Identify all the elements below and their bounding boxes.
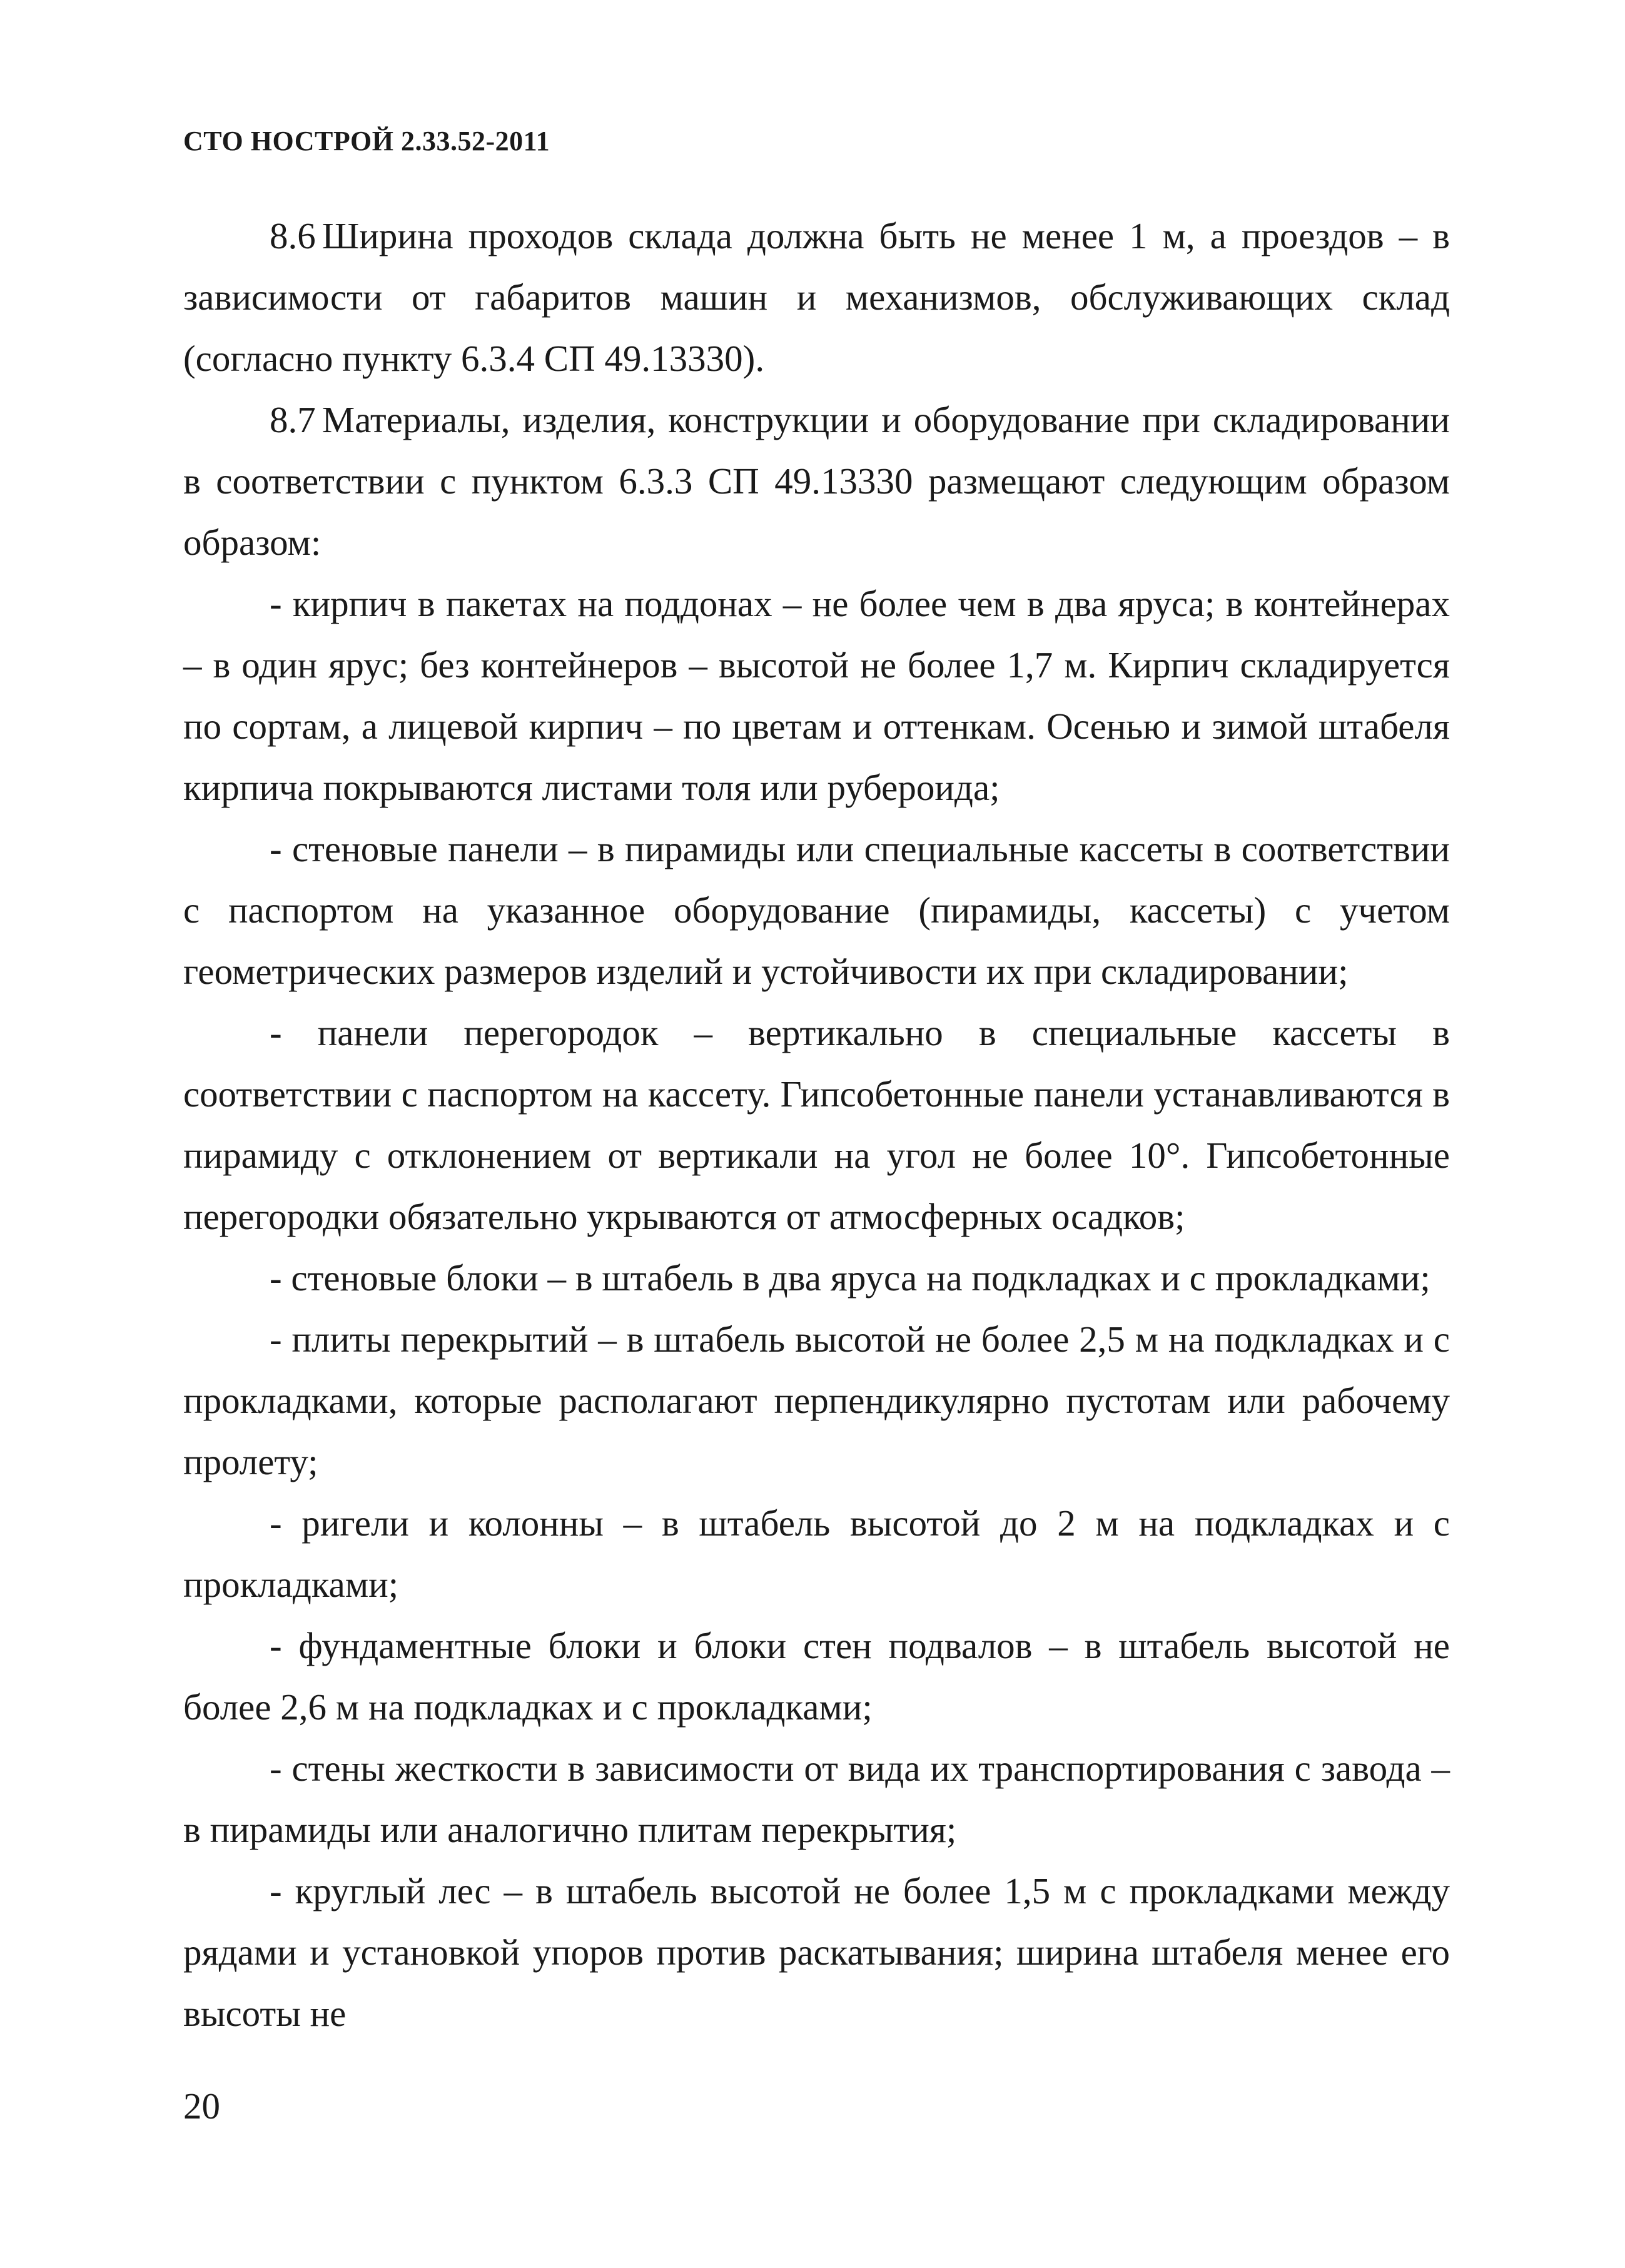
paragraph-number: 8.7: [270, 399, 316, 440]
paragraph-number: 8.6: [270, 215, 316, 256]
list-item-round-timber: - круглый лес – в штабель высотой не более 1,5 м с прокладками между рядами и установкой упоров против раскатывания; ширина штабеля менее его высоты не: [183, 1870, 1450, 2034]
document-header-code: СТО НОСТРОЙ 2.33.52-2011: [183, 126, 550, 156]
paragraph-text: Материалы, изделия, конструкции и оборудование при складировании в соответствии с пунктом 6.3.3 СП 49.13330 размещают следующим образом образом:: [183, 399, 1450, 563]
list-item-brick: - кирпич в пакетах на поддонах – не более чем в два яруса; в контейнерах – в один ярус; без контейнеров – высотой не более 1,7 м. Кирпич складируется по сортам, а лицевой кирпич – по цветам и оттенкам. Осенью и зимой штабеля кирпича покрываются листами толя или рубероида;: [183, 583, 1450, 808]
paragraph-text: Ширина проходов склада должна быть не менее 1 м, а проездов – в зависимости от габаритов машин и механизмов, обслуживающих склад (согласно пункту 6.3.4 СП 49.13330).: [183, 215, 1450, 379]
page-number: 20: [183, 2085, 220, 2127]
list-item-foundation-blocks: - фундаментные блоки и блоки стен подвалов – в штабель высотой не более 2,6 м на подкладках и с прокладками;: [183, 1625, 1450, 1728]
list-item-wall-panels: - стеновые панели – в пирамиды или специальные кассеты в соответствии с паспортом на указанное оборудование (пирамиды, кассеты) с учетом геометрических размеров изделий и устойчивости их при складировании;: [183, 828, 1450, 992]
paragraph-8-6: [183, 205, 1450, 389]
list-item-floor-slabs: - плиты перекрытий – в штабель высотой не более 2,5 м на подкладках и с прокладками, которые располагают перпендикулярно пустотам или рабочему пролету;: [183, 1319, 1450, 1482]
list-item-beams-columns: - ригели и колонны – в штабель высотой до 2 м на подкладках и с прокладками;: [183, 1502, 1450, 1605]
list-item-wall-blocks: - стеновые блоки – в штабель в два яруса на подкладках и с прокладками;: [270, 1257, 1430, 1299]
list-item-partition-panels: - панели перегородок – вертикально в специальные кассеты в соответствии с паспортом на кассету. Гипсобетонные панели устанавливаются в пирамиду с отклонением от вертикали на угол не более 10°. Гипсобетонные перегородки обязательно укрываются от атмосферных осадков;: [183, 1012, 1450, 1237]
paragraph-8-7: [183, 389, 1450, 573]
document-body: [183, 205, 1450, 2044]
list-item-stiffness-walls: - стены жесткости в зависимости от вида их транспортирования с завода – в пирамиды или аналогично плитам перекрытия;: [183, 1748, 1450, 1850]
